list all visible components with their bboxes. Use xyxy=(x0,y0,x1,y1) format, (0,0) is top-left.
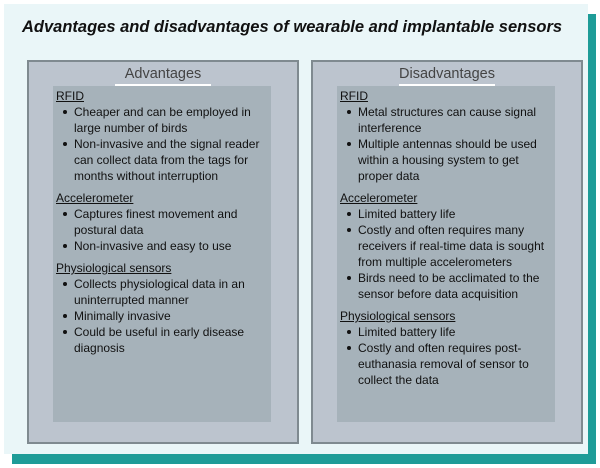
list-item: Captures finest movement and postural data xyxy=(56,206,271,238)
list-item: Cheaper and can be employed in large number of birds xyxy=(56,104,271,136)
list-item: Non-invasive and the signal reader can collect data from the tags for months without interruption xyxy=(56,136,271,184)
list-item: Multiple antennas should be used within a housing system to get proper data xyxy=(340,136,555,184)
section-title-rfid: RFID xyxy=(340,89,368,103)
list-item: Could be useful in early disease diagnosis xyxy=(56,324,271,356)
list-physiological-sensors xyxy=(340,324,555,388)
advantages-panel xyxy=(27,60,299,444)
list-item: Costly and often requires many receivers if real-time data is sought from multiple accelerometers xyxy=(340,222,555,270)
list-physiological-sensors xyxy=(56,276,271,356)
list-item: Non-invasive and easy to use xyxy=(56,238,271,254)
list-item: Costly and often requires post-euthanasia removal of sensor to collect the data xyxy=(340,340,555,388)
list-item: Limited battery life xyxy=(340,206,555,222)
section-title-physiological-sensors: Physiological sensors xyxy=(56,261,172,275)
list-accelerometer xyxy=(340,206,555,302)
section-title-rfid: RFID xyxy=(56,89,84,103)
list-item: Limited battery life xyxy=(340,324,555,340)
list-item: Collects physiological data in an uninterrupted manner xyxy=(56,276,271,308)
list-item: Birds need to be acclimated to the sensor before data acquisition xyxy=(340,270,555,302)
section-title-accelerometer: Accelerometer xyxy=(340,191,418,205)
section-title-physiological-sensors: Physiological sensors xyxy=(340,309,456,323)
panel-heading xyxy=(313,65,581,87)
disadvantages-content xyxy=(337,86,555,422)
list-rfid xyxy=(56,104,271,184)
list-accelerometer xyxy=(56,206,271,254)
disadvantages-panel xyxy=(311,60,583,444)
figure-frame xyxy=(4,4,588,454)
panel-heading-text: Advantages xyxy=(124,66,202,82)
panel-heading xyxy=(29,65,297,87)
list-item: Metal structures can cause signal interference xyxy=(340,104,555,136)
figure-title: Advantages and disadvantages of wearable and implantable sensors xyxy=(22,18,563,36)
advantages-content xyxy=(53,86,271,422)
panel-heading-text: Disadvantages xyxy=(399,66,495,82)
section-title-accelerometer: Accelerometer xyxy=(56,191,134,205)
list-rfid xyxy=(340,104,555,184)
list-item: Minimally invasive xyxy=(56,308,271,324)
